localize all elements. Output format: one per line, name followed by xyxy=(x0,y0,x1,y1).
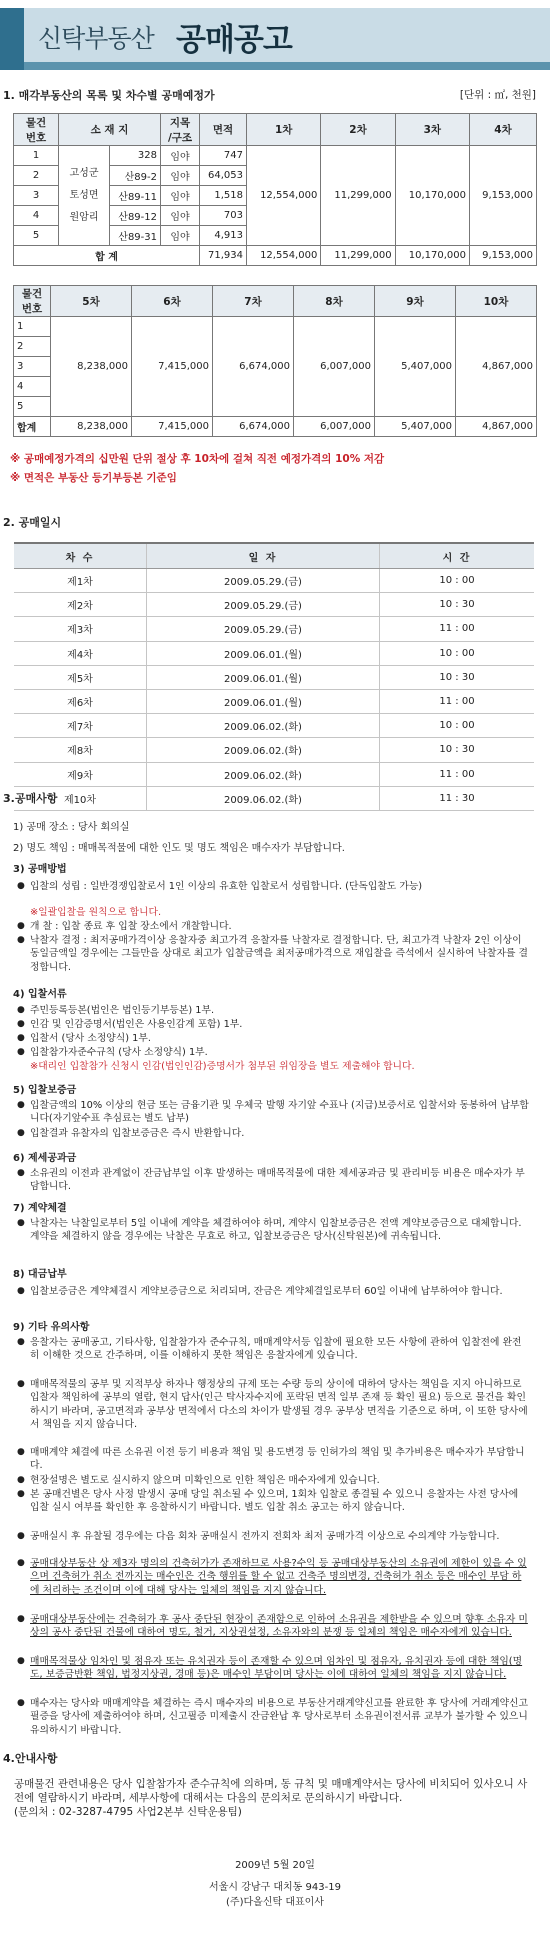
th-r4: 4차 xyxy=(469,114,536,146)
deposit-heading: 5) 입찰보증금 xyxy=(13,1085,77,1096)
th-r3: 3차 xyxy=(395,114,469,146)
docs-heading: 4) 입찰서류 xyxy=(13,989,67,1000)
th-no: 물건 번호 xyxy=(14,114,59,146)
price-table-2: 물건 번호 5차 6차 7차 8차 9차 10차 1 8,238,000 7,415,000 6,674,000 6,007,000 5,407,000 4,867,000 2 3 4 5 합계 8,238,000 7,415,000 6,674,000 6,007,000 5,407,000 4,867,000 xyxy=(13,285,537,437)
schedule-row: 제1차 2009.05.29.(금) 10 : 00 xyxy=(14,569,534,593)
docs-b: ● 인감 및 인감증명서(법인은 사용인감계 포함) 1부. xyxy=(17,1019,243,1030)
method-heading: 3) 공매방법 xyxy=(13,864,67,875)
misc-i: ● 매매목적물상 임차인 및 점유자 또는 유치권자 등이 존재할 수 있으며 임차인 및 점유자, 유치권자 등에 대한 책임(명도, 보증금반환 책임, 법정지상권, 경매 등)은 매수인 부담이며 당사는 이에 대하여 일체의 책임을 지지 않습니다. xyxy=(17,1656,523,1681)
banner-accent xyxy=(0,8,24,70)
misc-f: ● 공매실시 후 유찰될 경우에는 다음 회차 공매실시 전까지 전회차 최저 공매가격 이상으로 수의계약 가능합니다. xyxy=(17,1531,500,1542)
region-cell: 고성군 토성면 원암리 xyxy=(59,146,110,246)
misc-j: ● 매수자는 당사와 매매계약을 체결하는 즉시 매수자의 비용으로 부동산거래계약신고를 완료한 후 당사에 거래계약신고필증을 당사에 제출하여야 하며, 신고필증 미제출시 잔금완납 후 당사로부터 소유권이전서류 교부가 불가할 수 있으니 유의하시기 바랍니다. xyxy=(17,1698,528,1736)
table-row: 2 xyxy=(14,337,537,357)
section3-title: 3.공매사항 xyxy=(3,792,58,805)
note-area: ※ 면적은 부동산 등기부등본 기준임 xyxy=(10,472,177,484)
section1-title: 1. 매각부동산의 목록 및 차수별 공매예정가 xyxy=(3,89,215,102)
footer-company: (주)다올신탁 대표이사 xyxy=(226,1897,324,1908)
table-row: 2 산89-2 임야 64,053 xyxy=(14,166,537,186)
table-row: 3 산89-11 임야 1,518 xyxy=(14,186,537,206)
header-banner xyxy=(0,8,550,70)
misc-h: ● 공매대상부동산에는 건축허가 후 공사 중단된 현장이 존재함으로 인하여 소유권을 제한받을 수 있으며 향후 소유자 미상의 공사 중단된 건물에 대하여 명도, 철거, 지상권설정, 소유자와의 분쟁 등 일체의 책임은 매수자에게 있습니다. xyxy=(17,1614,528,1639)
schedule-row: 제2차 2009.05.29.(금) 10 : 30 xyxy=(14,593,534,617)
misc-e: ● 본 공매건별은 당사 사정 발생시 공매 당일 취소될 수 있으며, 1회차 입찰로 종결될 수 있으니 응찰자는 사전 당사에 입찰 실시 여부를 확인한 후 응찰하시기 바랍니다. 별도 입찰 취소 공고는 하지 않습니다. xyxy=(17,1489,519,1514)
contract-heading: 7) 계약체결 xyxy=(13,1203,67,1214)
table-row: 1 8,238,000 7,415,000 6,674,000 6,007,000 5,407,000 4,867,000 xyxy=(14,317,537,337)
th-r1: 1차 xyxy=(247,114,321,146)
table-row: 4 xyxy=(14,377,537,397)
docs-a: ● 주민등록등본(법인은 법인등기부등본) 1부. xyxy=(17,1005,215,1016)
misc-a: ● 응찰자는 공매공고, 기타사항, 입찰참가자 준수규칙, 매매계약서등 입찰에 필요한 모든 사항에 관하여 입찰전에 완전히 이해한 것으로 간주하며, 이를 이해하지 못한 책임은 응찰자에게 있습니다. xyxy=(17,1337,522,1362)
th-type: 지목 /구조 xyxy=(161,114,200,146)
footer-address: 서울시 강남구 대치동 943-19 xyxy=(209,1882,341,1893)
table-row: 5 산89-31 임야 4,913 xyxy=(14,226,537,246)
schedule-row: 제5차 2009.06.01.(월) 10 : 30 xyxy=(14,665,534,689)
unit-label: [단위 : ㎡, 천원] xyxy=(459,89,536,101)
eviction: 2) 명도 책임 : 매매목적물에 대한 인도 및 명도 책임은 매수자가 부담합니다. xyxy=(13,843,345,854)
method-a: ● 입찰의 성립 : 일반경쟁입찰로서 1인 이상의 유효한 입찰로서 성립합니다. (단독입찰도 가능) xyxy=(17,881,423,892)
schedule-row: 제9차 2009.06.02.(화) 11 : 00 xyxy=(14,762,534,786)
guide-body: 공매물건 관련내용은 당사 입찰참가자 준수규칙에 의하며, 동 규칙 및 매매계약서는 당사에 비치되어 있사오니 사전에 열람하시기 바라며, 세부사항에 대해서는 다음의 문의처로 문의하시기 바랍니다. (문의처 : 02-3287-4795 사업2본부 신탁운용팀) xyxy=(14,1778,528,1818)
docs-c: ● 입찰서 (당사 소정양식) 1부. xyxy=(17,1033,151,1044)
method-b: ※일괄입찰을 원칙으로 합니다. xyxy=(30,907,162,918)
docs-d: ● 입찰참가자준수규칙 (당사 소정양식) 1부. xyxy=(17,1047,208,1058)
deposit-b: ● 입찰결과 유찰자의 입찰보증금은 즉시 반환합니다. xyxy=(17,1128,245,1139)
table-row: 5 xyxy=(14,397,537,417)
section4-title: 4.안내사항 xyxy=(3,1752,58,1765)
venue: 1) 공매 장소 : 당사 회의실 xyxy=(13,822,130,833)
schedule-table: 차 수 일 자 시 간 제1차 2009.05.29.(금) 10 : 00 제2차 2009.05.29.(금) 10 : 30 제3차 2009.05.29.(금) 11 : 00 제4차 2009.06.01.(월) 10 : 00 제5차 2009.06.01.(월) 10 : 30 제6차 2009.06.01.(월) 11 : 00 제7차 2009.06.02.(화) 10 : 00 제8차 2009.06.02.(화) 10 : 30 제9차 2009.06.02.(화) 11 : 00 제10차 2009.06.02.(화) 11 : 30 xyxy=(14,542,534,811)
table-row: 1 고성군 토성면 원암리 328 임야 747 12,554,000 11,299,000 10,170,000 9,153,000 xyxy=(14,146,537,166)
contract-a: ● 낙찰자는 낙찰일로부터 5일 이내에 계약을 체결하여야 하며, 계약시 입찰보증금은 전액 계약보증금으로 대체합니다. 계약을 체결하지 않을 경우에는 낙찰은 무효로 하고, 입찰보증금은 당사(신탁원본)에 귀속됩니다. xyxy=(17,1218,522,1243)
schedule-row: 제10차 2009.06.02.(화) 11 : 30 xyxy=(14,786,534,810)
misc-c: ● 매매계약 체결에 따른 소유권 이전 등기 비용과 책임 및 용도변경 등 인허가의 책임 및 추가비용은 매수자가 부담합니다. xyxy=(17,1447,525,1472)
misc-b: ● 매매목적물의 공부 및 지적부상 하자나 행정상의 규제 또는 수량 등의 상이에 대하여 당사는 책임을 지지 아니하므로 입찰자 책임하에 공부의 열람, 현지 답사(인근 탁사자수지에 포락된 면적 일부 존재 등 확인 필요) 등으로 물건을 확인하시기 바라며, 공고면적과 공부상 면적에서 다소의 차이가 발생될 경우 공부상 면적을 기준으로 하며, 이 또한 당사에서 책임을 지지 않습니다. xyxy=(17,1379,528,1431)
misc-heading: 9) 기타 유의사항 xyxy=(13,1322,90,1333)
tax-a: ● 소유권의 이전과 관계없이 잔금납부일 이후 발생하는 매매목적물에 대한 제세공과금 및 관리비등 비용은 매수자가 부담합니다. xyxy=(17,1168,525,1193)
th-r2: 2차 xyxy=(321,114,395,146)
header-company: 신탁부동산 xyxy=(38,25,154,53)
note-discount: ※ 공매예정가격의 십만원 단위 절상 후 10차에 걸쳐 직전 예정가격의 10% 저감 xyxy=(10,453,385,465)
payment-heading: 8) 대금납부 xyxy=(13,1269,67,1280)
schedule-row: 제7차 2009.06.02.(화) 10 : 00 xyxy=(14,714,534,738)
price-table-1 xyxy=(13,113,537,266)
method-d: ● 낙찰자 결정 : 최저공매가격이상 응찰자중 최고가격 응찰자를 낙찰자로 결정합니다. 단, 최고가격 낙찰자 2인 이상이 동일금액일 경우에는 그들만을 상대로 최고가 입찰금액을 최저공매가격으로 재입찰을 즉석에서 실시하여 낙찰자를 결정합니다. xyxy=(17,935,528,973)
schedule-row: 제6차 2009.06.01.(월) 11 : 00 xyxy=(14,689,534,713)
footer-date: 2009년 5월 20일 xyxy=(235,1860,315,1871)
th-location: 소 재 지 xyxy=(59,114,161,146)
total-row: 합 계 71,934 12,554,000 11,299,000 10,170,000 9,153,000 xyxy=(14,246,537,266)
misc-d: ● 현장설명은 별도로 실시하지 않으며 미확인으로 인한 책임은 매수자에게 있습니다. xyxy=(17,1475,380,1486)
table-row: 3 xyxy=(14,357,537,377)
section2-title: 2. 공매일시 xyxy=(3,516,62,529)
header-title: 공매공고 xyxy=(176,22,292,58)
th-area: 면적 xyxy=(200,114,247,146)
table-row: 4 산89-12 임야 703 xyxy=(14,206,537,226)
total-row: 합계 8,238,000 7,415,000 6,674,000 6,007,000 5,407,000 4,867,000 xyxy=(14,417,537,437)
schedule-row: 제3차 2009.05.29.(금) 11 : 00 xyxy=(14,617,534,641)
schedule-row: 제8차 2009.06.02.(화) 10 : 30 xyxy=(14,738,534,762)
misc-g: ● 공매대상부동산 상 제3자 명의의 건축허가가 존재하므로 사용?수익 등 공매대상부동산의 소유권에 제한이 있을 수 있으며 건축허가 취소 전까지는 매수인은 건축 행위를 할 수 없고 건축주 명의변경, 건축허가 취소 등은 매수인 부담 하에 처리하는 조건이며 이에 대해 당사는 일체의 책임을 지지 않습니다. xyxy=(17,1558,527,1596)
tax-heading: 6) 제세공과금 xyxy=(13,1153,77,1164)
deposit-a: ● 입찰금액의 10% 이상의 현금 또는 금융기관 및 우체국 발행 자기앞 수표나 (지급)보증서로 입찰서와 동봉하여 납부합니다(자기앞수표 추심료는 별도 납부) xyxy=(17,1100,529,1125)
method-c: ● 개 찰 : 입찰 종료 후 입찰 장소에서 개찰합니다. xyxy=(17,921,232,932)
docs-e: ※대리인 입찰참가 신청시 인감(법인인감)증명서가 첨부된 위임장을 별도 제출해야 합니다. xyxy=(30,1061,415,1072)
payment-a: ● 입찰보증금은 계약체결시 계약보증금으로 처리되며, 잔금은 계약체결일로부터 60일 이내에 납부하여야 합니다. xyxy=(17,1286,503,1297)
schedule-row: 제4차 2009.06.01.(월) 10 : 00 xyxy=(14,641,534,665)
